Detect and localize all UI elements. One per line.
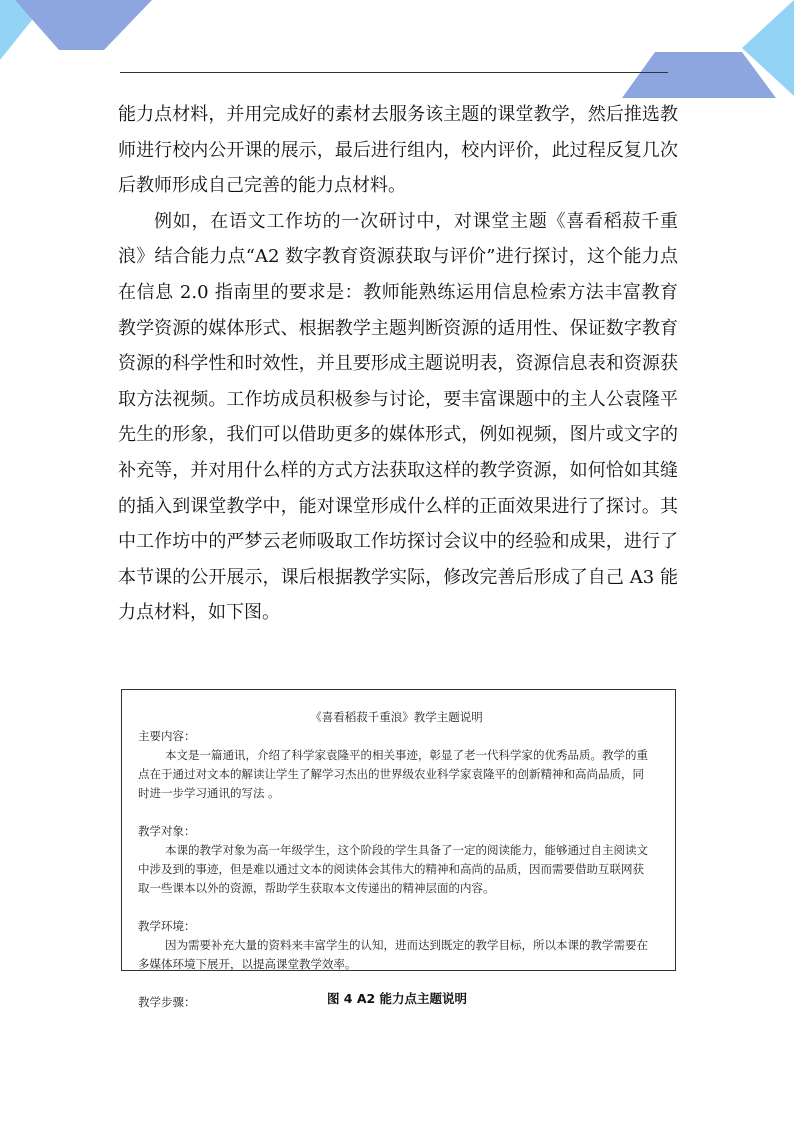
section-text: 因为需要补充大量的资料来丰富学生的认知，进而达到既定的教学目标，所以本课的教学需要在多媒体环境下展开，以提高课堂教学效率。 bbox=[138, 938, 648, 971]
header-decoration bbox=[0, 0, 794, 110]
paragraph-2: 例如，在语文工作坊的一次研讨中，对课堂主题《喜看稻菽千重浪》结合能力点“A2 数字教育资源获取与评价”进行探讨，这个能力点在信息 2.0 指南里的要求是：教师能熟练运用信息检索方法丰富教育教学资源的媒体形式、根据教学主题判断资源的适用性、保证数字教育资源的科学性和时效性，并且要形成主题说明表，资源信息表和资源获取方法视频。工作坊成员积极参与讨论，要丰富课题中的主人公袁隆平先生的形象，我们可以借助更多的媒体形式，例如视频，图片或文字的补充等，并对用什么样的方式方法获取这样的教学资源，如何恰如其缝的插入到课堂教学中，能对课堂形成什么样的正面效果进行了探讨。其中工作坊中的严梦云老师吸取工作坊探讨会议中的经验和成果，进行了本节课的公开展示，课后根据教学实际，修改完善后形成了自己 A3 能力点材料，如下图。 bbox=[118, 210, 678, 624]
section-text: 本文是一篇通讯，介绍了科学家袁隆平的相关事迹，彰显了老一代科学家的优秀品质。教学的重点在于通过对文本的解读让学生了解学习杰出的世界级农业科学家袁隆平的创新精神和高尚品质，同时进一步学习通讯的写法 。 bbox=[138, 748, 648, 800]
section-heading: 教学步骤： bbox=[138, 995, 196, 1009]
section-teaching-environment bbox=[138, 917, 655, 974]
section-heading: 教学对象： bbox=[138, 824, 196, 838]
section-teaching-target bbox=[138, 822, 655, 898]
figure-title: 《喜看稻菽千重浪》教学主题说明 bbox=[310, 710, 483, 724]
top-left-dark-banner bbox=[15, 0, 152, 50]
figure-caption: 图 4 A2 能力点主题说明 bbox=[326, 991, 468, 1006]
section-heading: 主要内容： bbox=[138, 729, 196, 743]
section-main-content bbox=[138, 727, 655, 803]
body-text bbox=[118, 97, 678, 631]
section-text: 本课的教学对象为高一年级学生，这个阶段的学生具备了一定的阅读能力，能够通过自主阅读文中涉及到的事迹，但是难以通过文本的阅读体会其伟大的精神和高尚的品质，因而需要借助互联网获取一些课本以外的资源，帮助学生获取本文传递出的精神层面的内容。 bbox=[138, 843, 648, 895]
header-rule bbox=[120, 72, 668, 73]
section-heading: 教学环境： bbox=[138, 919, 196, 933]
paragraph-1: 能力点材料，并用完成好的素材去服务该主题的课堂教学，然后推选教师进行校内公开课的展示，最后进行组内，校内评价，此过程反复几次后教师形成自己完善的能力点材料。 bbox=[118, 104, 678, 197]
top-right-dark-banner bbox=[622, 52, 776, 98]
